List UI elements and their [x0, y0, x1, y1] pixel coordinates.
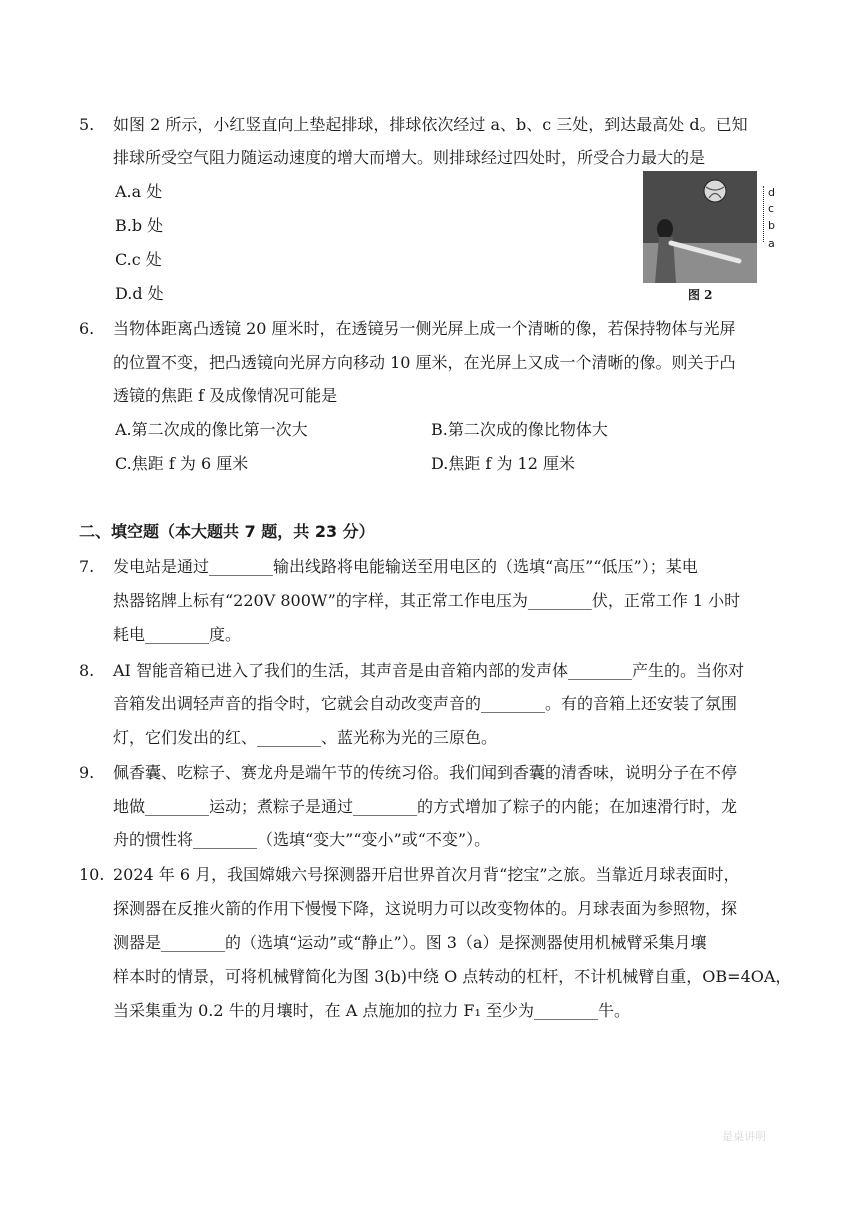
- q7-number: 7.: [79, 557, 95, 576]
- q9-number: 9.: [79, 763, 95, 782]
- q8-number: 8.: [79, 661, 95, 680]
- q6-number: 6.: [79, 319, 95, 338]
- q5-line1: 如图 2 所示，小红竖直向上垫起排球，排球依次经过 a、b、c 三处，到达最高处 d。已知: [113, 115, 748, 134]
- point-label-a: a: [768, 237, 775, 250]
- q6-option-a: A.第二次成的像比第一次大: [115, 420, 308, 439]
- q6-line2: 的位置不变，把凸透镜向光屏方向移动 10 厘米，在光屏上又成一个清晰的像。则关于凸: [113, 353, 736, 372]
- q6-line1: 当物体距离凸透镜 20 厘米时，在透镜另一侧光屏上成一个清晰的像，若保持物体与光屏: [113, 319, 736, 338]
- q5-option-c: C.c 处: [115, 250, 162, 269]
- q10-number: 10.: [79, 865, 105, 884]
- section-2-title: 二、填空题（本大题共 7 题，共 23 分）: [79, 522, 375, 541]
- q9-line3: 舟的惯性将________（选填“变大”“变小”或“不变”）。: [113, 830, 491, 849]
- q7-line2: 热器铭牌上标有“220V 800W”的字样，其正常工作电压为________伏，正常工作 1 小时: [113, 591, 741, 610]
- q5-number: 5.: [79, 115, 95, 134]
- q9-line1: 佩香囊、吃粽子、赛龙舟是端午节的传统习俗。我们闻到香囊的清香味，说明分子在不停: [113, 763, 738, 782]
- q10-line4: 样本时的情景，可将机械臂简化为图 3(b)中绕 O 点转动的杠杆，不计机械臂自重，OB=4OA，: [113, 967, 792, 986]
- q10-line2: 探测器在反推火箭的作用下慢慢下降，这说明力可以改变物体的。月球表面为参照物，探: [113, 899, 738, 918]
- q9-line2: 地做________运动；煮粽子是通过________的方式增加了粽子的内能；在加速滑行时，龙: [113, 797, 738, 816]
- q6-option-b: B.第二次成的像比物体大: [431, 420, 608, 439]
- q7-line3: 耗电________度。: [113, 625, 242, 644]
- point-label-c: c: [768, 202, 775, 215]
- q6-option-c: C.焦距 f 为 6 厘米: [115, 454, 249, 473]
- watermark-text: 是桌讲明: [722, 1130, 766, 1143]
- q5-option-d: D.d 处: [115, 284, 164, 303]
- q7-line1: 发电站是通过________输出线路将电能输送至用电区的（选填“高压”“低压”）；某电: [113, 557, 698, 576]
- q6-line3: 透镜的焦距 f 及成像情况可能是: [113, 386, 338, 405]
- q5-line2: 排球所受空气阻力随运动速度的增大而增大。则排球经过四处时，所受合力最大的是: [113, 148, 706, 167]
- q10-line3: 测器是________的（选填“运动”或“静止”）。图 3（a）是探测器使用机械臂采集月壤: [113, 933, 707, 952]
- q10-line1: 2024 年 6 月，我国嫦娥六号探测器开启世界首次月背“挖宝”之旅。当靠近月球表面时，: [113, 865, 740, 884]
- q10-line5: 当采集重为 0.2 牛的月壤时，在 A 点施加的拉力 F₁ 至少为________牛。: [113, 1001, 631, 1020]
- q5-option-b: B.b 处: [115, 216, 164, 235]
- q8-line2: 音箱发出调轻声音的指令时，它就会自动改变声音的________。有的音箱上还安装了氛围: [113, 694, 738, 713]
- trajectory-dots: [763, 186, 765, 242]
- q8-line1: AI 智能音箱已进入了我们的生活，其声音是由音箱内部的发声体________产生的。当你对: [113, 661, 744, 680]
- q8-line3: 灯，它们发出的红、________、蓝光称为光的三原色。: [113, 728, 498, 747]
- q5-option-a: A.a 处: [115, 182, 163, 201]
- q6-option-d: D.焦距 f 为 12 厘米: [431, 454, 575, 473]
- figure-2-caption: 图 2: [688, 288, 713, 302]
- volleyball-photo: [643, 171, 757, 283]
- point-label-d: d: [768, 186, 775, 199]
- point-label-b: b: [768, 219, 775, 232]
